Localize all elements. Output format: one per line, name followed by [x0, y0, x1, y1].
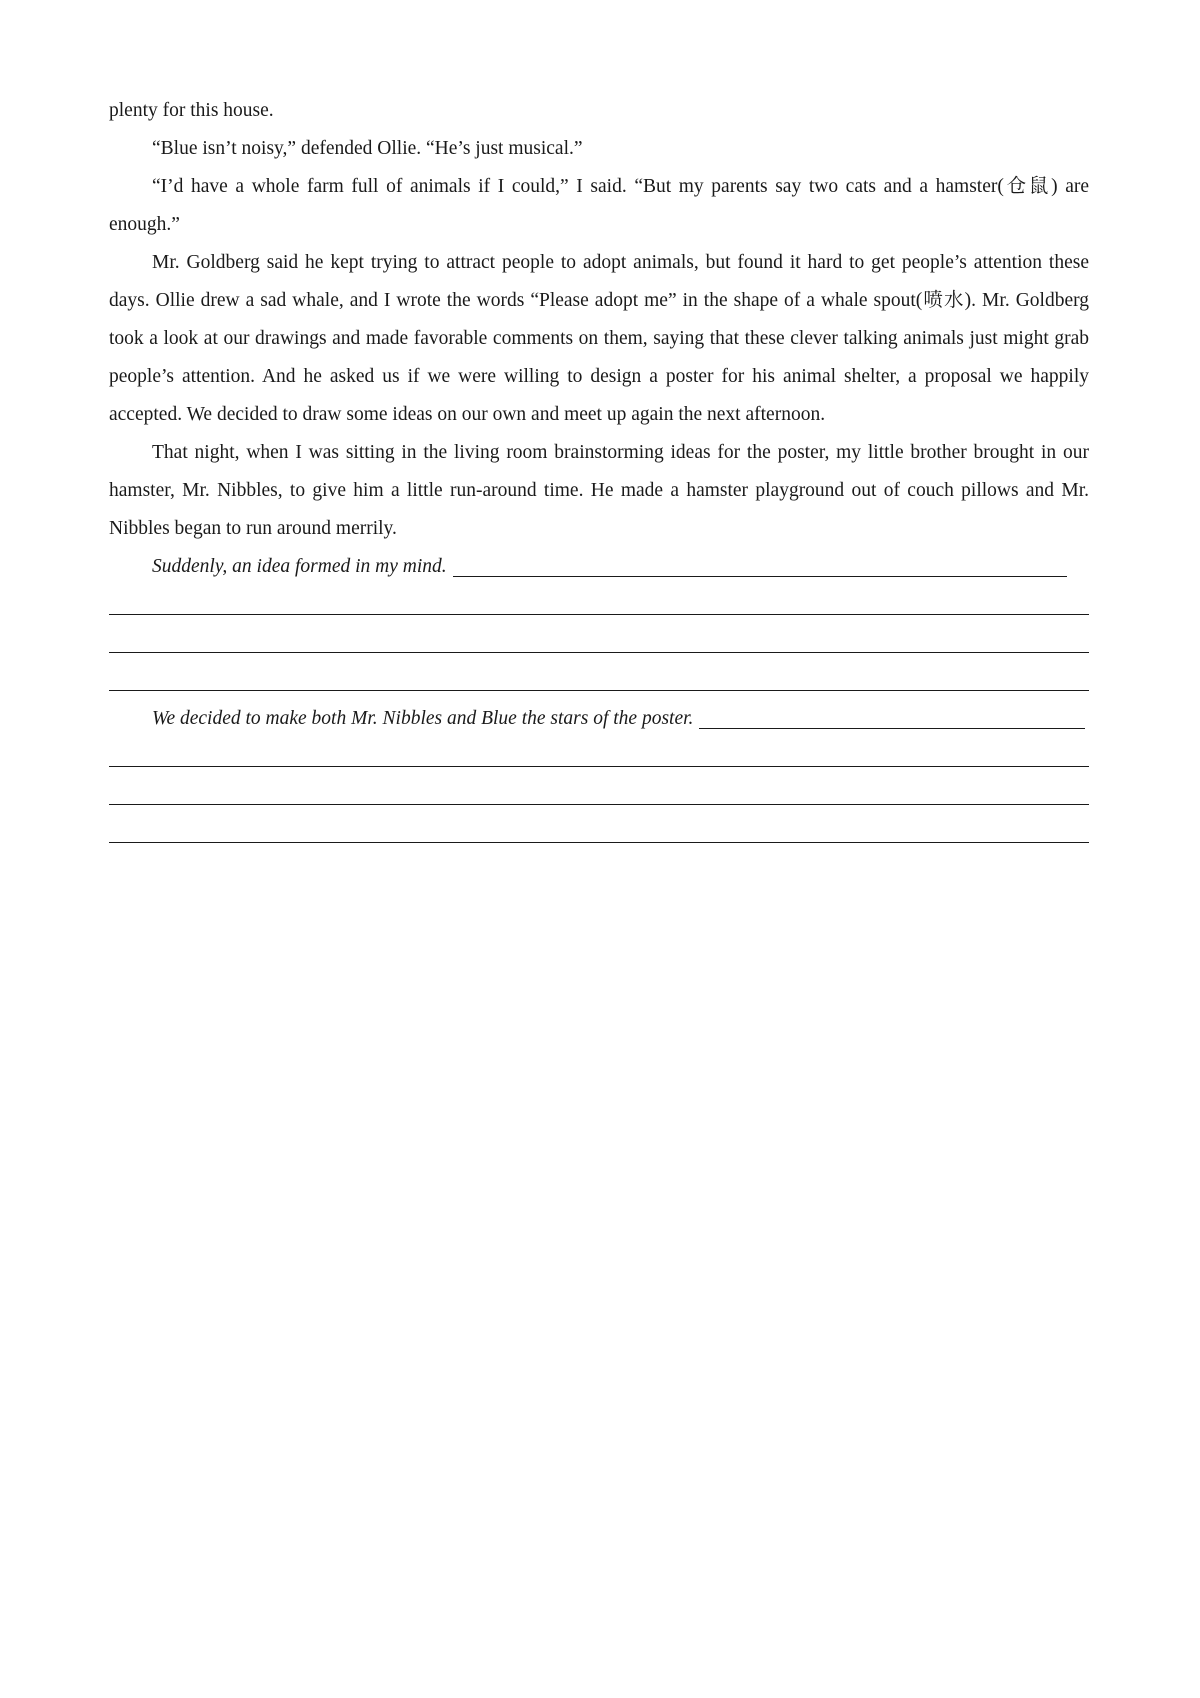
answer-blank[interactable]	[453, 576, 1067, 577]
answer-line[interactable]	[109, 624, 1089, 662]
answer-line[interactable]	[109, 738, 1089, 776]
paragraph-farm-animals: “I’d have a whole farm full of animals if I could,” I said. “But my parents say two cats and a hamster(仓鼠) are enough.”	[109, 176, 1089, 235]
answer-line[interactable]	[109, 662, 1089, 700]
answer-line[interactable]	[109, 814, 1089, 852]
paragraph-that-night: That night, when I was sitting in the living room brainstorming ideas for the poster, my little brother brought in our hamster, Mr. Nibbles, to give him a little run-around time. He made a hamster playground out of couch pillows and Mr. Nibbles began to run around merrily.	[109, 442, 1089, 539]
answer-line[interactable]	[109, 586, 1089, 624]
prompt-sentence-2: We decided to make both Mr. Nibbles and Blue the stars of the poster.	[152, 708, 694, 729]
prompt-line-2	[109, 700, 1089, 738]
paragraph-continuation: plenty for this house.	[109, 100, 274, 121]
answer-line[interactable]	[109, 776, 1089, 814]
prompt-sentence-1: Suddenly, an idea formed in my mind.	[152, 556, 447, 577]
story-text	[109, 92, 1089, 852]
prompt-line-1	[109, 548, 1089, 586]
paragraph-goldberg-poster: Mr. Goldberg said he kept trying to attract people to adopt animals, but found it hard to get people’s attention these days. Ollie drew a sad whale, and I wrote the words “Please adopt me” in the shape of a whale spout(喷水). Mr. Goldberg took a look at our drawings and made favorable comments on them, saying that these clever talking animals just might grab people’s attention. And he asked us if we were willing to design a poster for his animal shelter, a proposal we happily accepted. We decided to draw some ideas on our own and meet up again the next afternoon.	[109, 252, 1089, 425]
paragraph-blue-noisy: “Blue isn’t noisy,” defended Ollie. “He’s just musical.”	[152, 138, 583, 159]
answer-blank[interactable]	[699, 728, 1085, 729]
